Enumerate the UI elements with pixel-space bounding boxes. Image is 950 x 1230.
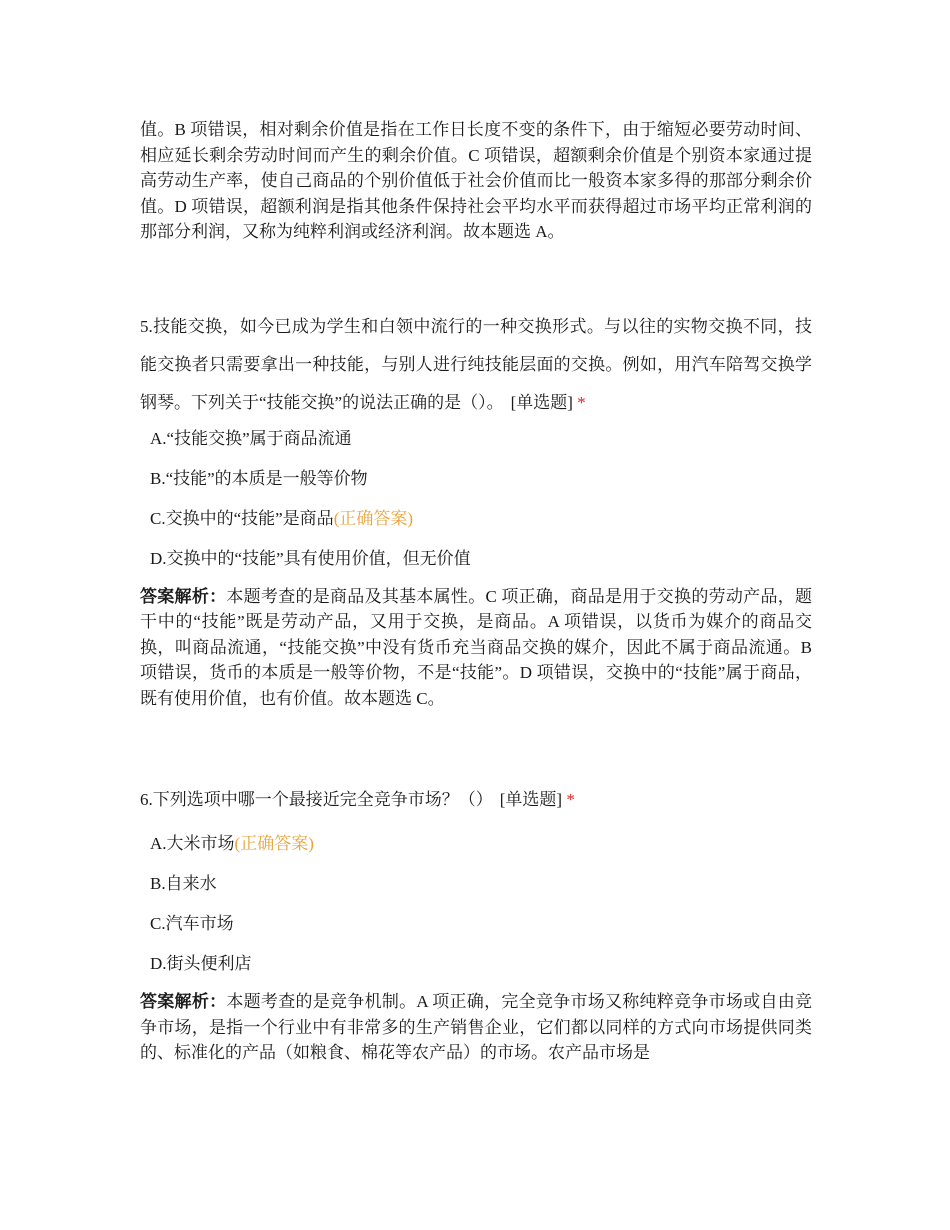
spacer bbox=[140, 245, 812, 308]
question-6-text bbox=[140, 781, 812, 819]
spacer bbox=[140, 819, 812, 833]
option-a: A.大米市场(正确答案) bbox=[150, 834, 314, 853]
question-5-type: [单选题] bbox=[510, 392, 573, 412]
option-d: D.街头便利店 bbox=[150, 954, 252, 973]
option-d: D.交换中的“技能”具有使用价值，但无价值 bbox=[150, 548, 471, 568]
question-5-analysis bbox=[140, 584, 812, 712]
analysis-label: 答案解析： bbox=[140, 586, 227, 606]
question-6-type: [单选题] bbox=[499, 790, 563, 809]
option-c: C.交换中的“技能”是商品(正确答案) bbox=[150, 508, 414, 528]
option-a: A.“技能交换”属于商品流通 bbox=[150, 428, 352, 448]
question-6-stem: 6.下列选项中哪一个最接近完全竞争市场？（） bbox=[140, 790, 493, 809]
analysis-text: 本题考查的是商品及其基本属性。C 项正确，商品是用于交换的劳动产品，题干中的“技能”既是劳动产品，又用于交换，是商品。A 项错误，以货币为媒介的商品交换，叫商品流通，“技能交换”中没有货币充当商品交换的媒介，因此不属于商品流通。B 项错误，货币的本质是一般等价物，不是“技能”。D 项错误，交换中的“技能”属于商品，既有使用价值，也有价值。故本题选 C。 bbox=[140, 586, 812, 708]
analysis-text: 本题考查的是竞争机制。A 项正确，完全竞争市场又称纯粹竞争市场或自由竞争市场，是指一个行业中有非常多的生产销售企业，它们都以同样的方式向市场提供同类的、标准化的产品（如粮食、棉花等农产品）的市场。农产品市场是 bbox=[140, 992, 812, 1062]
question-6 bbox=[140, 781, 812, 1066]
question-5 bbox=[140, 308, 812, 712]
option-c: C.汽车市场 bbox=[150, 914, 234, 933]
correct-answer-tag: (正确答案) bbox=[333, 508, 414, 528]
document-page bbox=[140, 117, 812, 1066]
required-marker: * bbox=[566, 790, 575, 809]
option-b: B.自来水 bbox=[150, 874, 217, 893]
option-b: B.“技能”的本质是一般等价物 bbox=[150, 468, 368, 488]
spacer bbox=[140, 711, 812, 781]
previous-answer-explanation: 值。B 项错误，相对剩余价值是指在工作日长度不变的条件下，由于缩短必要劳动时间、相应延长剩余劳动时间而产生的剩余价值。C 项错误，超额剩余价值是个别资本家通过提高劳动生产率，使自己商品的个别价值低于社会价值而比一般资本家多得的那部分剩余价值。D 项错误，超额利润是指其他条件保持社会平均水平而获得超过市场平均正常利润的那部分利润，又称为纯粹利润或经济利润。故本题选 A。 bbox=[140, 120, 812, 241]
question-6-analysis bbox=[140, 989, 812, 1066]
analysis-label: 答案解析： bbox=[140, 992, 227, 1011]
required-marker: * bbox=[577, 392, 586, 412]
question-5-text bbox=[140, 308, 812, 422]
question-5-stem: 5.技能交换，如今已成为学生和白领中流行的一种交换形式。与以往的实物交换不同，技能交换者只需要拿出一种技能，与别人进行纯技能层面的交换。例如，用汽车陪驾交换学钢琴。下列关于“技能交换”的说法正确的是（）。 bbox=[140, 316, 812, 412]
correct-answer-tag: (正确答案) bbox=[234, 834, 314, 853]
